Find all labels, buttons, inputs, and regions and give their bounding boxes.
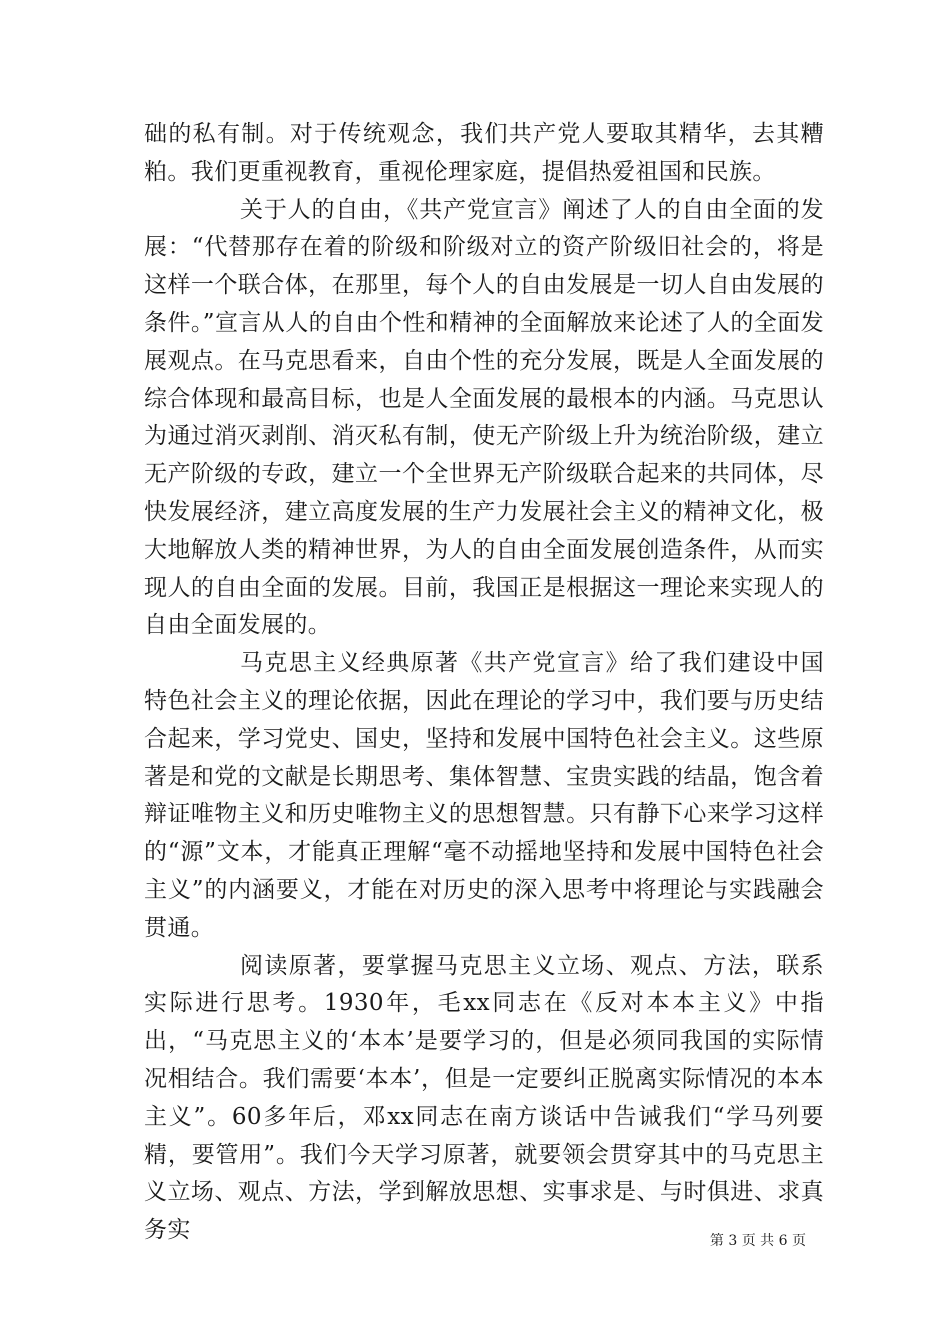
paragraph-continuation: 础的私有制。对于传统观念，我们共产党人要取其精华，去其糟粕。我们更重视教育，重视伦理家庭，提倡热爱祖国和民族。 [144, 121, 824, 185]
document-body [144, 116, 824, 1250]
paragraph-human-freedom: 关于人的自由，《共产党宣言》阐述了人的自由全面的发展：“代替那存在着的阶级和阶级对立的资产阶级旧社会的，将是这样一个联合体，在那里，每个人的自由发展是一切人自由发展的条件。”宣言从人的自由个性和精神的全面解放来论述了人的全面发展观点。在马克思看来，自由个性的充分发展，既是人全面发展的综合体现和最高目标，也是人全面发展的最根本的内涵。马克思认为通过消灭剥削、消灭私有制，使无产阶级上升为统治阶级，建立无产阶级的专政，建立一个全世界无产阶级联合起来的共同体，尽快发展经济，建立高度发展的生产力发展社会主义的精神文化，极大地解放人类的精神世界，为人的自由全面发展创造条件，从而实现人的自由全面的发展。目前，我国正是根据这一理论来实现人的自由全面发展的。 [144, 196, 824, 639]
page-number-footer: 第 3 页 共 6 页 [709, 1233, 806, 1249]
paragraph-theory-basis: 马克思主义经典原著《共产党宣言》给了我们建设中国特色社会主义的理论依据，因此在理论的学习中，我们要与历史结合起来，学习党史、国史，坚持和发展中国特色社会主义。这些原著是和党的文献是长期思考、集体智慧、宝贵实践的结晶，饱含着辩证唯物主义和历史唯物主义的思想智慧。只有静下心来学习这样的“源”文本，才能真正理解“毫不动摇地坚持和发展中国特色社会主义”的内涵要义，才能在对历史的深入思考中将理论与实践融会贯通。 [144, 650, 824, 941]
paragraph-reading-originals: 阅读原著，要掌握马克思主义立场、观点、方法，联系实际进行思考。1930年，毛xx同志在《反对本本主义》中指出，“马克思主义的‘本本’是要学习的，但是必须同我国的实际情况相结合。我们需要‘本本’，但是一定要纠正脱离实际情况的本本主义”。60多年后，邓xx同志在南方谈话中告诫我们“学马列要精，要管用”。我们今天学习原著，就要领会贯穿其中的马克思主义立场、观点、方法，学到解放思想、实事求是、与时俱进、求真务实 [144, 952, 824, 1244]
